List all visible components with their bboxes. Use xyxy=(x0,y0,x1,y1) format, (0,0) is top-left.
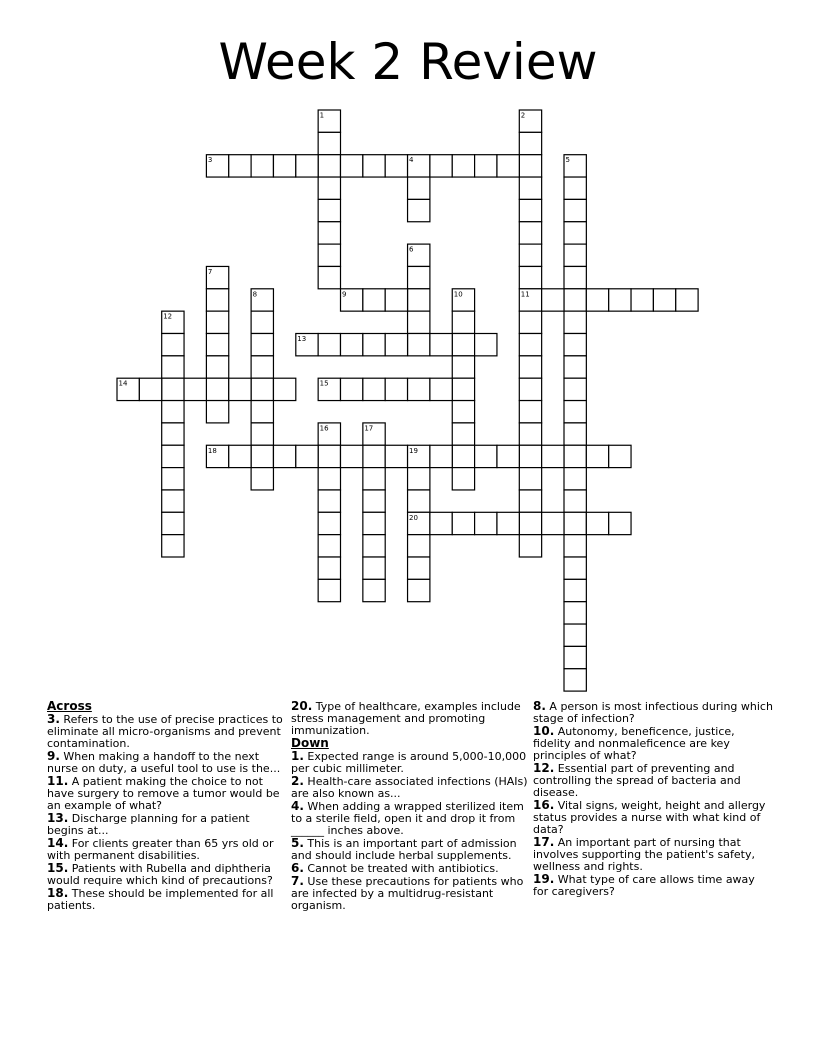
clue-item xyxy=(533,873,773,898)
grid-cell[interactable] xyxy=(430,334,452,356)
clue-number: 2. xyxy=(291,774,304,788)
grid-cell[interactable] xyxy=(251,401,273,423)
grid-cell[interactable] xyxy=(363,334,385,356)
grid-cell[interactable] xyxy=(408,535,430,557)
clue-item xyxy=(291,750,531,775)
clue-text: When making a handoff to the next nurse on duty, a useful tool to use is the... xyxy=(47,750,281,775)
down-heading: Down xyxy=(291,736,329,750)
grid-cell[interactable] xyxy=(519,222,541,244)
grid-cell[interactable] xyxy=(519,423,541,445)
clue-item xyxy=(291,700,531,737)
grid-cell[interactable] xyxy=(206,401,228,423)
clue-text: Vital signs, weight, height and allergy status provides a nurse with what kind of data? xyxy=(533,799,766,836)
grid-cell[interactable] xyxy=(363,445,385,467)
grid-cell[interactable] xyxy=(564,266,586,288)
grid-cell[interactable] xyxy=(519,468,541,490)
clue-number: 7. xyxy=(291,874,304,888)
clue-item xyxy=(533,836,773,873)
clue-text: These should be implemented for all patients. xyxy=(47,887,274,912)
grid-cell[interactable] xyxy=(564,401,586,423)
grid-cell[interactable] xyxy=(564,356,586,378)
grid-cell[interactable] xyxy=(363,557,385,579)
grid-cell[interactable] xyxy=(519,177,541,199)
grid-cell[interactable] xyxy=(206,289,228,311)
clue-item xyxy=(47,862,287,887)
grid-cell[interactable] xyxy=(430,445,452,467)
grid-cell[interactable] xyxy=(497,155,519,177)
grid-cell[interactable] xyxy=(385,289,407,311)
grid-cell[interactable] xyxy=(408,378,430,400)
grid-cell[interactable] xyxy=(452,468,474,490)
grid-cell[interactable] xyxy=(452,334,474,356)
clue-text: For clients greater than 65 yrs old or with permanent disabilities. xyxy=(47,837,274,862)
grid-cell[interactable] xyxy=(162,401,184,423)
grid-cell[interactable] xyxy=(363,490,385,512)
clue-item xyxy=(291,837,531,862)
grid-cell[interactable] xyxy=(408,289,430,311)
grid-cell[interactable] xyxy=(430,512,452,534)
grid-cell[interactable] xyxy=(363,378,385,400)
grid-cell[interactable] xyxy=(452,445,474,467)
grid-cell[interactable] xyxy=(318,222,340,244)
cell-number: 20 xyxy=(409,513,418,522)
cell-number: 19 xyxy=(409,446,418,455)
grid-cell[interactable] xyxy=(609,445,631,467)
grid-cell[interactable] xyxy=(542,445,564,467)
clue-text: Essential part of preventing and controlling the spread of bacteria and disease. xyxy=(533,762,741,799)
clue-number: 20. xyxy=(291,699,313,713)
clue-item xyxy=(291,862,531,875)
grid-cell[interactable] xyxy=(251,334,273,356)
grid-cell[interactable] xyxy=(318,445,340,467)
clue-number: 3. xyxy=(47,712,60,726)
grid-cell[interactable] xyxy=(162,423,184,445)
clue-number: 10. xyxy=(533,724,555,738)
clues-column-3 xyxy=(533,700,773,898)
grid-cell[interactable] xyxy=(564,490,586,512)
cell-number: 11 xyxy=(520,290,530,299)
grid-cell[interactable] xyxy=(519,356,541,378)
grid-cell[interactable] xyxy=(609,512,631,534)
grid-cell[interactable] xyxy=(452,512,474,534)
puzzle-title: Week 2 Review xyxy=(218,33,598,91)
clue-item xyxy=(291,775,531,800)
grid-cell[interactable] xyxy=(251,468,273,490)
grid-cell[interactable] xyxy=(363,535,385,557)
grid-cell[interactable] xyxy=(519,244,541,266)
grid-cell[interactable] xyxy=(318,244,340,266)
cell-number: 17 xyxy=(364,424,374,433)
grid-cell[interactable] xyxy=(318,199,340,221)
grid-cell[interactable] xyxy=(408,468,430,490)
clue-item xyxy=(47,887,287,912)
grid-cell[interactable] xyxy=(564,311,586,333)
clue-item xyxy=(47,750,287,775)
grid-cell[interactable] xyxy=(519,155,541,177)
grid-cell[interactable] xyxy=(408,557,430,579)
grid-cell[interactable] xyxy=(341,155,363,177)
clue-text: This is an important part of admission and should include herbal supplements. xyxy=(291,837,517,862)
grid-cell[interactable] xyxy=(452,401,474,423)
grid-cell[interactable] xyxy=(564,557,586,579)
grid-cell[interactable] xyxy=(586,289,608,311)
grid-cell[interactable] xyxy=(564,177,586,199)
grid-cell[interactable] xyxy=(430,155,452,177)
clue-item xyxy=(47,713,287,750)
grid-cell[interactable] xyxy=(564,199,586,221)
grid-cell[interactable] xyxy=(452,356,474,378)
grid-cell[interactable] xyxy=(519,535,541,557)
grid-cell[interactable] xyxy=(318,155,340,177)
grid-cell[interactable] xyxy=(341,334,363,356)
grid-cell[interactable] xyxy=(653,289,675,311)
grid-cell[interactable] xyxy=(206,378,228,400)
clue-text: Type of healthcare, examples include stress management and promoting immunization. xyxy=(291,700,521,737)
grid-cell[interactable] xyxy=(251,445,273,467)
grid-cell[interactable] xyxy=(318,177,340,199)
grid-cell[interactable] xyxy=(385,378,407,400)
grid-cell[interactable] xyxy=(475,334,497,356)
grid-cell[interactable] xyxy=(273,445,295,467)
cell-number: 9 xyxy=(342,290,347,299)
grid-cell[interactable] xyxy=(408,266,430,288)
clue-item xyxy=(533,799,773,836)
grid-cell[interactable] xyxy=(318,579,340,601)
grid-cell[interactable] xyxy=(363,579,385,601)
grid-cell[interactable] xyxy=(519,132,541,154)
clue-item xyxy=(533,700,773,725)
clue-item xyxy=(533,725,773,762)
grid-cell[interactable] xyxy=(452,155,474,177)
clue-item xyxy=(291,800,531,837)
cell-number: 18 xyxy=(207,446,217,455)
grid-cell[interactable] xyxy=(564,445,586,467)
grid-cell[interactable] xyxy=(363,289,385,311)
grid-cell[interactable] xyxy=(229,155,251,177)
grid-cell[interactable] xyxy=(341,445,363,467)
clue-text: Use these precautions for patients who are infected by a multidrug-resistant organism. xyxy=(291,875,524,912)
grid-cell[interactable] xyxy=(408,311,430,333)
clue-number: 17. xyxy=(533,835,555,849)
clue-text: An important part of nursing that involves supporting the patient's safety, wellness and rights. xyxy=(533,836,755,873)
clue-text: What type of care allows time away for caregivers? xyxy=(533,873,755,898)
grid-cell[interactable] xyxy=(162,445,184,467)
clues-column-1 xyxy=(47,700,287,912)
grid-cell[interactable] xyxy=(363,512,385,534)
grid-cell[interactable] xyxy=(452,378,474,400)
cell-number: 6 xyxy=(409,245,414,254)
grid-cell[interactable] xyxy=(296,155,318,177)
grid-cell[interactable] xyxy=(519,512,541,534)
grid-cell[interactable] xyxy=(408,177,430,199)
grid-cell[interactable] xyxy=(475,445,497,467)
grid-cell[interactable] xyxy=(519,401,541,423)
cell-number: 15 xyxy=(319,379,329,388)
grid-cell[interactable] xyxy=(273,155,295,177)
grid-cell[interactable] xyxy=(542,289,564,311)
cell-number: 2 xyxy=(520,111,526,120)
grid-cell[interactable] xyxy=(564,646,586,668)
clue-number: 18. xyxy=(47,886,69,900)
clue-number: 9. xyxy=(47,749,60,763)
clue-item xyxy=(291,875,531,912)
grid-cell[interactable] xyxy=(497,512,519,534)
clue-text: Discharge planning for a patient begins at... xyxy=(47,812,250,837)
grid-cell[interactable] xyxy=(564,535,586,557)
grid-cell[interactable] xyxy=(497,445,519,467)
grid-cell[interactable] xyxy=(251,423,273,445)
clue-number: 6. xyxy=(291,861,304,875)
clue-number: 15. xyxy=(47,861,69,875)
grid-cell[interactable] xyxy=(542,512,564,534)
grid-cell[interactable] xyxy=(631,289,653,311)
grid-cell[interactable] xyxy=(318,490,340,512)
grid-cell[interactable] xyxy=(519,445,541,467)
cell-number: 7 xyxy=(207,267,213,276)
grid-cell[interactable] xyxy=(162,535,184,557)
clue-text: Health-care associated infections (HAIs) are also known as... xyxy=(291,775,528,800)
grid-cell[interactable] xyxy=(363,155,385,177)
grid-cell[interactable] xyxy=(385,445,407,467)
grid-cell[interactable] xyxy=(564,669,586,691)
clue-number: 16. xyxy=(533,798,555,812)
cell-number: 4 xyxy=(409,156,414,165)
grid-cell[interactable] xyxy=(408,579,430,601)
grid-cell[interactable] xyxy=(206,334,228,356)
clue-item xyxy=(47,812,287,837)
clue-text: Cannot be treated with antibiotics. xyxy=(303,862,499,875)
grid-cell[interactable] xyxy=(206,311,228,333)
grid-cell[interactable] xyxy=(564,222,586,244)
grid-cell[interactable] xyxy=(385,334,407,356)
grid-cell[interactable] xyxy=(341,378,363,400)
clue-number: 11. xyxy=(47,774,69,788)
clue-number: 14. xyxy=(47,836,69,850)
grid-cell[interactable] xyxy=(251,356,273,378)
grid-cell[interactable] xyxy=(162,468,184,490)
grid-cell[interactable] xyxy=(564,423,586,445)
grid-cell[interactable] xyxy=(162,356,184,378)
grid-cell[interactable] xyxy=(564,624,586,646)
grid-cell[interactable] xyxy=(139,378,161,400)
clue-text: Refers to the use of precise practices to eliminate all micro-organisms and prevent contamination. xyxy=(47,713,283,750)
grid-cell[interactable] xyxy=(676,289,698,311)
clue-item xyxy=(47,837,287,862)
grid-cell[interactable] xyxy=(564,378,586,400)
grid-cell[interactable] xyxy=(408,490,430,512)
grid-cell[interactable] xyxy=(318,266,340,288)
cell-number: 13 xyxy=(297,335,307,343)
grid-cell[interactable] xyxy=(229,378,251,400)
grid-cell[interactable] xyxy=(452,423,474,445)
grid-cell[interactable] xyxy=(519,311,541,333)
clue-number: 8. xyxy=(533,699,546,713)
clue-number: 12. xyxy=(533,761,555,775)
grid-cell[interactable] xyxy=(318,468,340,490)
grid-cell[interactable] xyxy=(475,512,497,534)
clue-number: 4. xyxy=(291,799,304,813)
grid-cell[interactable] xyxy=(251,311,273,333)
grid-cell[interactable] xyxy=(519,334,541,356)
grid-cell[interactable] xyxy=(296,445,318,467)
clue-number: 19. xyxy=(533,872,555,886)
clues-column-2 xyxy=(291,700,531,912)
cell-number: 12 xyxy=(163,312,173,321)
across-heading: Across xyxy=(47,699,92,713)
grid-cell[interactable] xyxy=(430,378,452,400)
grid-cell[interactable] xyxy=(408,199,430,221)
grid-cell[interactable] xyxy=(318,535,340,557)
clue-item xyxy=(533,762,773,799)
grid-cell[interactable] xyxy=(318,132,340,154)
grid-cell[interactable] xyxy=(564,602,586,624)
grid-cell[interactable] xyxy=(475,155,497,177)
cell-number: 8 xyxy=(252,290,258,299)
grid-cell[interactable] xyxy=(318,557,340,579)
grid-cell[interactable] xyxy=(519,490,541,512)
grid-cell[interactable] xyxy=(564,579,586,601)
grid-cell[interactable] xyxy=(251,155,273,177)
clue-item xyxy=(47,775,287,812)
grid-cell[interactable] xyxy=(385,155,407,177)
grid-cell[interactable] xyxy=(564,468,586,490)
grid-cell[interactable] xyxy=(564,244,586,266)
grid-cell[interactable] xyxy=(564,334,586,356)
grid-cell[interactable] xyxy=(162,512,184,534)
grid-cell[interactable] xyxy=(408,334,430,356)
grid-cell[interactable] xyxy=(318,512,340,534)
grid-cell[interactable] xyxy=(273,378,295,400)
cell-number: 10 xyxy=(453,290,463,299)
clue-number: 1. xyxy=(291,749,304,763)
grid-cell[interactable] xyxy=(318,334,340,356)
grid-cell[interactable] xyxy=(609,289,631,311)
grid-cell[interactable] xyxy=(564,289,586,311)
clue-number: 13. xyxy=(47,811,69,825)
grid-cell[interactable] xyxy=(586,512,608,534)
clue-text: Patients with Rubella and diphtheria would require which kind of precautions? xyxy=(47,862,273,887)
grid-cell[interactable] xyxy=(162,490,184,512)
grid-cell[interactable] xyxy=(162,334,184,356)
cell-number: 1 xyxy=(319,111,325,120)
clue-text: A patient making the choice to not have surgery to remove a tumor would be an example of what? xyxy=(47,775,280,812)
grid-cell[interactable] xyxy=(519,378,541,400)
clue-text: When adding a wrapped sterilized item to a sterile field, open it and drop it from ______ inches above. xyxy=(291,800,524,837)
cell-number: 14 xyxy=(118,379,128,388)
cell-number: 5 xyxy=(565,156,570,165)
grid-cell[interactable] xyxy=(519,199,541,221)
clue-text: Autonomy, beneficence, justice, fidelity and nonmaleficence are key principles of what? xyxy=(533,725,735,762)
grid-cell[interactable] xyxy=(206,356,228,378)
clue-text: A person is most infectious during which stage of infection? xyxy=(533,700,773,725)
grid-cell[interactable] xyxy=(251,378,273,400)
grid-cell[interactable] xyxy=(519,266,541,288)
clue-number: 5. xyxy=(291,836,304,850)
grid-cell[interactable] xyxy=(586,445,608,467)
cell-number: 16 xyxy=(319,424,329,433)
clue-text: Expected range is around 5,000-10,000 per cubic millimeter. xyxy=(291,750,527,775)
grid-cell[interactable] xyxy=(162,378,184,400)
cell-number: 3 xyxy=(207,156,213,165)
grid-cell[interactable] xyxy=(184,378,206,400)
grid-cell[interactable] xyxy=(564,512,586,534)
grid-cell[interactable] xyxy=(363,468,385,490)
grid-cell[interactable] xyxy=(452,311,474,333)
grid-cell[interactable] xyxy=(229,445,251,467)
